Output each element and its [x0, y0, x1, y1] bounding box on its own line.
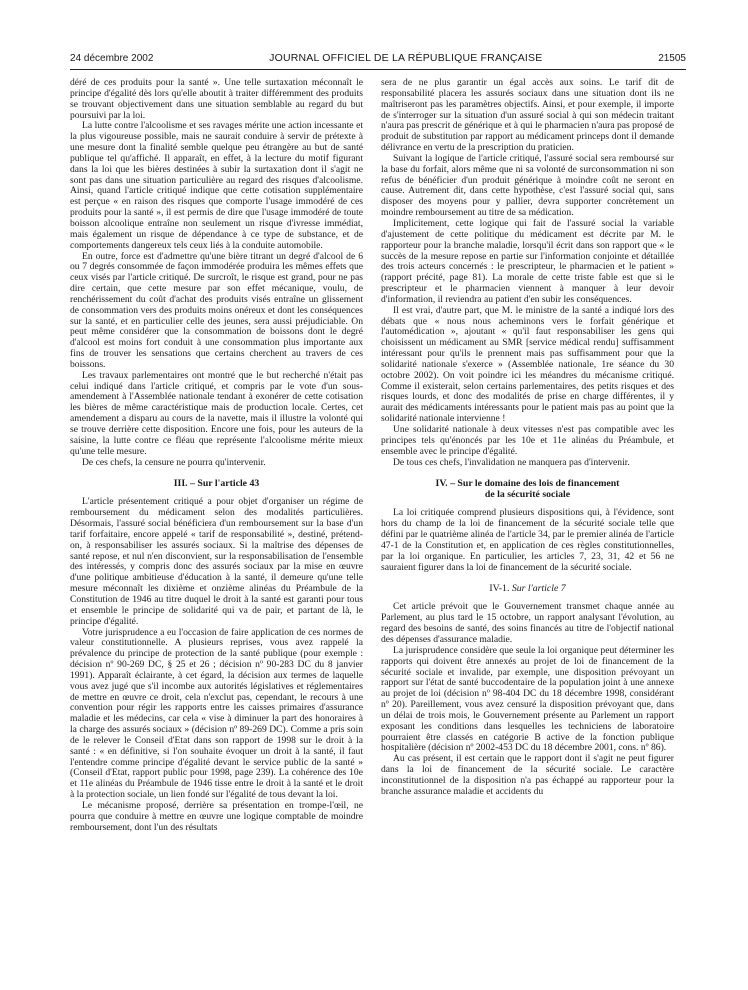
paragraph: Cet article prévoit que le Gouvernement transmet chaque année au Parlement, au plus tard le 15 octobre, un rapport analysant l'évolution, au regard des besoins de santé, des soins financés au titre de l'objectif national des dépenses d'assurance maladie.	[381, 601, 674, 645]
paragraph: Au cas présent, il est certain que le rapport dont il s'agit ne peut figurer dans la loi de financement de la sécurité sociale. Le caractère inconstitutionnel de la disposition n'a pas échappé au rapporteur pour la branche assurance maladie et accidents du	[381, 753, 674, 797]
paragraph: En outre, force est d'admettre qu'une bière titrant un degré d'alcool de 6 ou 7 degrés consommée de façon immodérée produira les mêmes effets que ceux visés par l'article critiqué. De surcroît, le risque est grand, pour ne pas dire certain, que cette mesure par son effet mécanique, voulu, de renchérissement du coût d'achat des produits visés entraîne un glissement de consommation vers des produits moins onéreux et dont les conséquences sur la santé, et en particulier celle des jeunes, sera aussi préjudiciable. On peut même considérer que la consommation de boissons dont le degré d'alcool est moins fort conduit à une consommation plus importante aux fins de trouver les sensations que certains cherchent au travers de ces boissons.	[70, 250, 363, 370]
paragraph: La lutte contre l'alcoolisme et ses ravages mérite une action incessante et la plus vigoureuse possible, mais ne saurait conduire à servir de prétexte à une mesure dont la finalité semble quelque peu étrangère au but de santé publique tel qu'affiché. Il apparaît, en effet, à la lecture du motif figurant dans la loi que les bières destinées à subir la surtaxation dont il s'agit ne sont pas dans une situation particulière au regard des risques d'alcoolisme. Ainsi, quand l'article critiqué indique que cette cotisation supplémentaire est perçue « en raison des risques que comporte l'usage immodéré de ces produits pour la santé », il est permis de dire que l'usage immodéré de toute boisson alcoolique entraîne non seulement un risque d'ivresse immédiat, mais également un risque de dépendance à ce type de substance, et de comportements dangereux tels ceux liés à la conduite automobile.	[70, 120, 363, 251]
paragraph: L'article présentement critiqué a pour objet d'organiser un régime de remboursement du médicament selon des modalités particulières. Désormais, l'assuré social bénéficiera d'un remboursement sur la base d'un tarif forfaitaire, encore appelé « tarif de responsabilité », destiné, prétend-on, à responsabiliser les assurés sociaux. Si la maîtrise des dépenses de santé repose, et nul n'en disconvient, sur la responsabilisation de l'ensemble des intéressés, y compris donc des assurés sociaux par la mise en œuvre d'une politique ambitieuse d'éducation à la santé, il demeure qu'une telle mesure méconnaît les dixième et onzième alinéas du Préambule de la Constitution de 1946 au titre duquel le droit à la santé est garanti pour tous et ensemble le principe de solidarité qui va de pair, et partant de là, le principe d'égalité.	[70, 496, 363, 627]
paragraph: déré de ces produits pour la santé ». Une telle surtaxation méconnaît le principe d'égalité dès lors qu'elle aboutit à traiter différemment des produits se trouvant objectivement dans une situation semblable au regard du but poursuivi par la loi.	[70, 77, 363, 121]
left-column	[70, 78, 363, 834]
paragraph: Suivant la logique de l'article critiqué, l'assuré social sera remboursé sur la base du forfait, alors même que ni sa volonté de surconsommation ni son refus de bénéficier d'un produit générique à moindre coût ne seront en cause. Autrement dit, dans cette hypothèse, c'est l'assuré social qui, sans disposer des moyens pour y pallier, devra supporter concrètement un moindre remboursement au titre de sa médication.	[381, 152, 674, 219]
paragraph: Votre jurisprudence a eu l'occasion de faire application de ces normes de valeur constitutionnelle. A plusieurs reprises, vous avez rappelé la prévalence du principe de protection de la santé publique (pour exemple : décision nº 90-269 DC, § 25 et 26 ; décision nº 90-283 DC du 8 janvier 1991). Apparaît éclairante, à cet égard, la décision aux termes de laquelle vous avez jugé que s'il incombe aux autorités législatives et réglementaires de mettre en œuvre ce droit, cela n'exclut pas, cependant, le recours à une convention pour régir les rapports entre les caisses primaires d'assurance maladie et les médecins, car cela « vise à diminuer la part des honoraires à la charge des assurés sociaux » (décision nº 89-269 DC). Comme a pris soin de le relever le Conseil d'Etat dans son rapport de 1998 sur le droit à la santé : « en définitive, si l'on souhaite évoquer un droit à la santé, il faut l'entendre comme principe d'égalité devant le service public de la santé » (Conseil d'Etat, rapport public pour 1998, page 239). La cohérence des 10e et 11e alinéas du Préambule de 1946 tisse entre le droit à la santé et le droit à la protection sociale, un lien fondé sur l'égalité de tous devant la loi.	[70, 626, 363, 801]
paragraph: La loi critiquée comprend plusieurs dispositions qui, à l'évidence, sont hors du champ de la loi de financement de la sécurité sociale telle que défini par le quatrième alinéa de l'article 34, par le premier alinéa de l'article 47-1 de la Constitution et, en application de ces règles constitutionnelles, par la loi organique. En particulier, les articles 7, 23, 31, 42 et 56 ne sauraient figurer dans la loi de financement de la sécurité sociale.	[381, 507, 674, 573]
subsection-number: IV-1.	[489, 583, 510, 595]
paragraph: Il est vrai, d'autre part, que M. le ministre de la santé a indiqué lors des débats que « nous nous acheminons vers le forfait générique et l'automédication », ajoutant « qu'il faut responsabiliser les gens qui choisissent un médicament au SMR [service médical rendu] suffisamment intéressant pour qu'ils le prennent mais pas suffisamment pour que la solidarité nationale s'exerce » (Assemblée nationale, 1re séance du 30 octobre 2002). On voit poindre ici les méandres du mécanisme critiqué. Comme il existerait, selon certains parlementaires, des petits risques et des risques lourds, et donc des modalités de prise en charge différentes, il y aurait des médicaments intéressants pour le patient mais pas au point que la solidarité nationale intervienne !	[381, 304, 674, 425]
section-heading: III. – Sur l'article 43	[173, 478, 260, 490]
paragraph: Une solidarité nationale à deux vitesses n'est pas compatible avec les principes tels qu'énoncés par les 10e et 11e alinéas du Préambule, et ensemble avec le principe d'égalité.	[381, 424, 674, 457]
header-date: 24 décembre 2002	[70, 53, 154, 64]
paragraph: La jurisprudence considère que seule la loi organique peut déterminer les rapports qui doivent être annexés au projet de loi de financement de la sécurité sociale et invalide, par exemple, une disposition prévoyant un rapport sur l'état de santé buccodentaire de la population joint à une annexe au projet de loi (décision nº 98-404 DC du 18 décembre 1998, considérant nº 20). Pareillement, vous avez censuré la disposition prévoyant que, dans un délai de trois mois, le Gouvernement présente au Parlement un rapport exposant les conditions dans lesquelles les techniciens de laboratoire pourraient être classés en catégorie B active de la fonction publique hospitalière (décision nº 2002-453 DC du 18 décembre 2001, cons. nº 86).	[381, 644, 674, 754]
header-rule	[70, 69, 686, 70]
page-number: 21505	[658, 53, 686, 64]
section-heading-line1: IV. – Sur le domaine des lois de financement	[435, 478, 620, 490]
paragraph: De tous ces chefs, l'invalidation ne manquera pas d'intervenir.	[393, 456, 630, 468]
paragraph: De ces chefs, la censure ne pourra qu'intervenir.	[82, 456, 266, 468]
paragraph: Les travaux parlementaires ont montré que le but recherché n'était pas celui indiqué dans l'article critiqué, et compris par le vote d'un sous-amendement à l'Assemblée nationale tendant à exonérer de cette cotisation les bières de même caractéristique mais de production locale. Certes, cet amendement a disparu au cours de la navette, mais il illustre la volonté qui se trouve derrière cette disposition. Encore une fois, pour les auteurs de la saisine, la lutte contre ce fléau que représente l'alcoolisme mérite mieux qu'une telle mesure.	[70, 369, 363, 457]
journal-title: JOURNAL OFFICIEL DE LA RÉPUBLIQUE FRANÇAISE	[269, 52, 543, 64]
paragraph: Implicitement, cette logique qui fait de l'assuré social la variable d'ajustement de cette politique du médicament est décrite par M. le rapporteur pour la branche maladie, lorsqu'il écrit dans son rapport que « le succès de la mesure repose en partie sur l'information conjointe et détaillée des trois acteurs concernés : le prescripteur, le pharmacien et le patient » (rapport précité, page 81). La morale de cette triste fable est que si le prescripteur et le pharmacien viennent à manquer à leur devoir d'information, il reviendra au patient d'en subir les conséquences.	[381, 217, 674, 305]
page-header	[70, 52, 686, 68]
subsection-heading	[381, 583, 674, 594]
subsection-title: Sur l'article 7	[511, 583, 566, 595]
section-heading	[381, 478, 674, 500]
paragraph: sera de ne plus garantir un égal accès aux soins. Le tarif dit de responsabilité placera les assurés sociaux dans une situation dont ils ne maîtriseront pas les paramètres objectifs. Ainsi, et pour exemple, il importe de s'interroger sur la situation d'un assuré social à qui son médecin traitant n'aura pas prescrit de générique et à qui le pharmacien n'aura pas proposé de produit de substitution par rapport au médicament princeps dont il demande délivrance en vertu de la prescription du praticien.	[381, 77, 675, 154]
section-heading-line2: de la sécurité sociale	[484, 489, 571, 501]
right-column	[381, 78, 674, 798]
paragraph: Le mécanisme proposé, derrière sa présentation en trompe-l'œil, ne pourra que conduire à mettre en œuvre une logique comptable de moindre remboursement, dont l'un des résultats	[70, 800, 363, 833]
